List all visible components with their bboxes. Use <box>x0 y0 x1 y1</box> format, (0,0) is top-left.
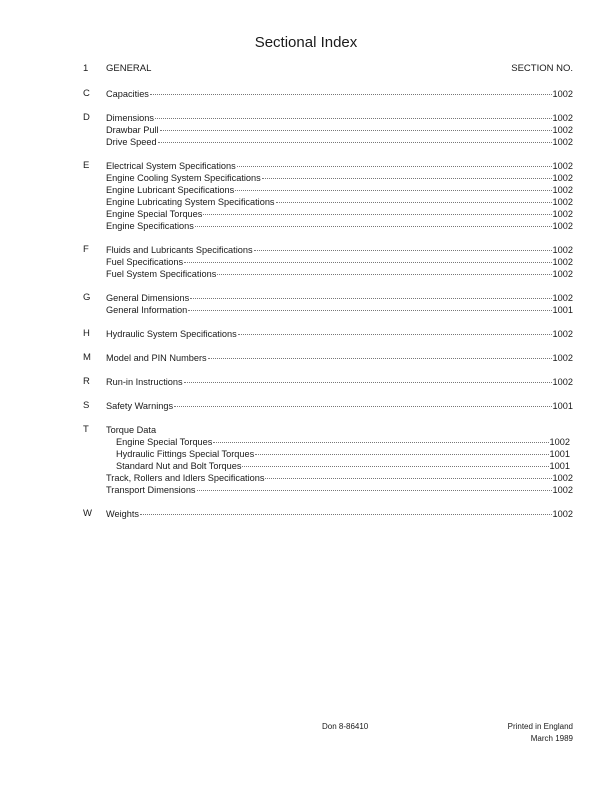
dot-leader <box>217 274 551 275</box>
dot-leader <box>265 478 551 479</box>
section-number: 1002 <box>552 185 573 195</box>
section-number: 1002 <box>549 437 570 447</box>
section-number: 1002 <box>552 329 573 339</box>
entry-name: Track, Rollers and Idlers Specifications <box>106 473 265 483</box>
index-entry <box>106 328 573 340</box>
dot-leader <box>255 454 548 455</box>
dot-leader <box>140 514 552 515</box>
entry-name: Engine Special Torques <box>116 437 213 447</box>
index-row <box>83 208 573 220</box>
index-row <box>83 196 573 208</box>
index-row <box>83 112 573 124</box>
group-letter: C <box>83 88 90 99</box>
index-row <box>83 472 573 484</box>
entry-name: Standard Nut and Bolt Torques <box>116 461 242 471</box>
index-row <box>83 244 573 256</box>
index-row <box>83 376 573 388</box>
index-entry <box>106 136 573 148</box>
index-entry <box>106 124 573 136</box>
dot-leader <box>235 190 551 191</box>
group-letter: D <box>83 112 90 123</box>
section-number: 1002 <box>552 293 573 303</box>
dot-leader <box>184 382 552 383</box>
entry-name: Safety Warnings <box>106 401 174 411</box>
section-number: 1002 <box>552 209 573 219</box>
dot-leader <box>276 202 552 203</box>
dot-leader <box>158 142 552 143</box>
entry-name: Engine Lubricant Specifications <box>106 185 235 195</box>
dot-leader <box>155 118 552 119</box>
dot-leader <box>190 298 551 299</box>
index-entry <box>106 268 573 280</box>
group-letter: M <box>83 352 91 363</box>
index-entry <box>116 436 570 448</box>
index-entry <box>106 472 573 484</box>
entry-name: Run-in Instructions <box>106 377 183 387</box>
index-entry <box>106 376 573 388</box>
index-entry <box>106 88 573 100</box>
group-letter: T <box>83 424 89 435</box>
dot-leader <box>197 490 552 491</box>
entry-name: Engine Specifications <box>106 221 194 231</box>
index-row <box>83 400 573 412</box>
section-number: 1002 <box>552 269 573 279</box>
index-entry <box>116 448 570 460</box>
index-entry <box>106 508 573 520</box>
section-number: 1002 <box>552 353 573 363</box>
dot-leader <box>213 442 548 443</box>
entry-name: Fluids and Lubricants Specifications <box>106 245 253 255</box>
index-entry <box>106 352 573 364</box>
entry-name: General Dimensions <box>106 293 190 303</box>
dot-leader <box>174 406 551 407</box>
index-row <box>83 220 573 232</box>
document-number: Don 8-86410 <box>322 722 369 731</box>
section-number: 1002 <box>552 485 573 495</box>
entry-name: Hydraulic System Specifications <box>106 329 237 339</box>
dot-leader <box>254 250 552 251</box>
section-number: 1002 <box>552 221 573 231</box>
group-letter: W <box>83 508 92 519</box>
entry-name: General Information <box>106 305 188 315</box>
header-label: GENERAL <box>106 63 152 74</box>
entry-name: Fuel Specifications <box>106 257 184 267</box>
section-number: 1001 <box>552 305 573 315</box>
section-number: 1002 <box>552 245 573 255</box>
index-row <box>83 88 573 100</box>
print-date: March 1989 <box>530 734 573 743</box>
index-row <box>83 328 573 340</box>
index-entry <box>106 304 573 316</box>
entry-name: Drive Speed <box>106 137 157 147</box>
group-letter: R <box>83 376 90 387</box>
group-letter: E <box>83 160 90 171</box>
group-letter: S <box>83 400 90 411</box>
section-number: 1002 <box>552 197 573 207</box>
index-row <box>83 424 573 436</box>
section-number: 1002 <box>552 173 573 183</box>
page-title: Sectional Index <box>254 34 358 51</box>
entry-name: Fuel System Specifications <box>106 269 217 279</box>
dot-leader <box>160 130 552 131</box>
group-letter: H <box>83 328 90 339</box>
section-number: 1002 <box>552 113 573 123</box>
section-number: 1002 <box>552 257 573 267</box>
section-number: 1002 <box>552 89 573 99</box>
dot-leader <box>203 214 551 215</box>
index-row <box>83 292 573 304</box>
header-section-no: SECTION NO. <box>511 63 573 74</box>
index-row <box>83 268 573 280</box>
entry-name: Engine Lubricating System Specifications <box>106 197 275 207</box>
index-entry <box>106 172 573 184</box>
dot-leader <box>238 334 552 335</box>
entry-name: Model and PIN Numbers <box>106 353 207 363</box>
index-row <box>83 256 573 268</box>
index-entry <box>116 460 570 472</box>
section-number: 1002 <box>552 125 573 135</box>
section-number: 1002 <box>552 473 573 483</box>
dot-leader <box>242 466 548 467</box>
index-row <box>83 304 573 316</box>
index-row <box>83 184 573 196</box>
entry-name: Transport Dimensions <box>106 485 196 495</box>
dot-leader <box>262 178 552 179</box>
index-entry <box>106 484 573 496</box>
group-letter: F <box>83 244 89 255</box>
section-number: 1002 <box>552 509 573 519</box>
section-number: 1002 <box>552 137 573 147</box>
index-row <box>83 484 573 496</box>
index-entry <box>106 208 573 220</box>
index-entry <box>106 256 573 268</box>
index-entry <box>106 244 573 256</box>
entry-name: Weights <box>106 509 140 519</box>
entry-name: Torque Data <box>106 425 157 435</box>
dot-leader <box>195 226 552 227</box>
group-letter: G <box>83 292 91 303</box>
section-number: 1001 <box>552 401 573 411</box>
index-row <box>83 160 573 172</box>
index-row <box>83 508 573 520</box>
index-row <box>83 352 573 364</box>
entry-name: Electrical System Specifications <box>106 161 236 171</box>
index-entry <box>106 424 573 436</box>
section-number: 1001 <box>549 449 570 459</box>
index-entry <box>106 160 573 172</box>
index-row <box>83 448 573 460</box>
entry-name: Dimensions <box>106 113 154 123</box>
dot-leader <box>237 166 552 167</box>
dot-leader <box>150 94 552 95</box>
entry-name: Capacities <box>106 89 149 99</box>
section-number: 1002 <box>552 161 573 171</box>
index-entry <box>106 292 573 304</box>
dot-leader <box>184 262 551 263</box>
entry-name: Hydraulic Fittings Special Torques <box>116 449 255 459</box>
index-entry <box>106 196 573 208</box>
index-row <box>83 124 573 136</box>
index-row <box>83 136 573 148</box>
index-row <box>83 460 573 472</box>
entry-name: Engine Cooling System Specifications <box>106 173 261 183</box>
index-entry <box>106 220 573 232</box>
section-number: 1002 <box>552 377 573 387</box>
entry-name: Drawbar Pull <box>106 125 159 135</box>
index-entry <box>106 400 573 412</box>
dot-leader <box>188 310 551 311</box>
section-number: 1001 <box>549 461 570 471</box>
index-entry <box>106 112 573 124</box>
header-number: 1 <box>83 63 89 74</box>
entry-name: Engine Special Torques <box>106 209 203 219</box>
index-row <box>83 172 573 184</box>
index-row <box>83 436 573 448</box>
index-entry <box>106 184 573 196</box>
printed-location: Printed in England <box>507 722 573 731</box>
dot-leader <box>208 358 552 359</box>
